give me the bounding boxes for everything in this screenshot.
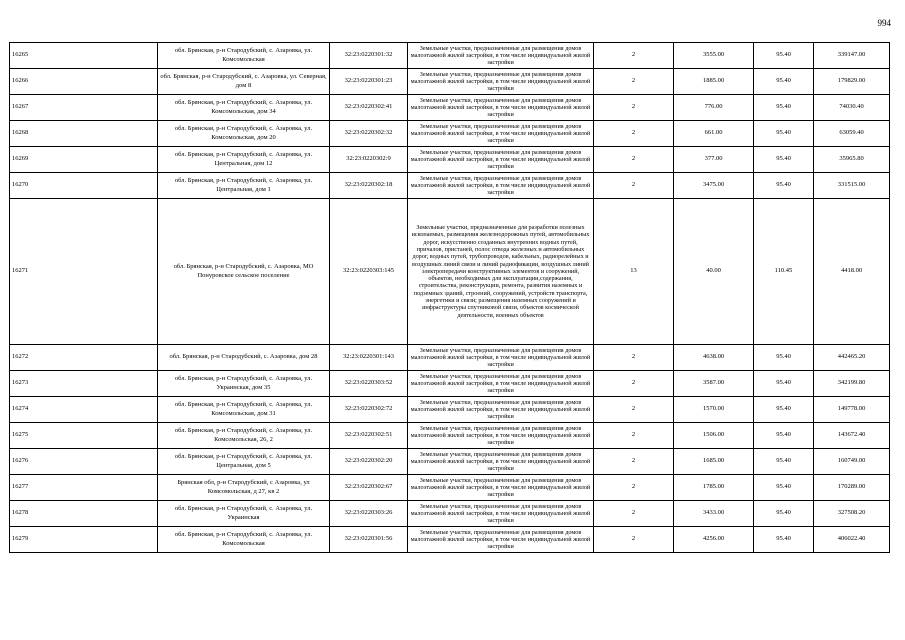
land-use-description-cell: Земельные участки, предназначенные для размещения домов малоэтажной жилой застройки, в том числе индивидуальной жилой застройки [408,43,594,69]
land-use-description-cell: Земельные участки, предназначенные для размещения домов малоэтажной жилой застройки, в том числе индивидуальной жилой застройки [408,173,594,199]
table-row [10,147,890,173]
category-cell: 2 [594,527,674,553]
category-cell: 2 [594,69,674,95]
area-cell: 3587.00 [674,371,754,397]
cadastral-number-cell: 32:23:0220302:20 [330,449,408,475]
address-cell: обл. Брянская, р-н Стародубский, с. Азаровка, ул. Украинская [158,501,330,527]
area-cell: 1785.00 [674,475,754,501]
cadastral-value-cell: 339147.00 [814,43,890,69]
category-cell: 2 [594,397,674,423]
rate-cell: 95.40 [754,501,814,527]
row-number-cell: 16279 [10,527,158,553]
row-number-cell: 16271 [10,199,158,345]
cadastral-value-cell: 170289.00 [814,475,890,501]
address-cell: обл. Брянская, р-н Стародубский, с. Азаровка, МО Понуровское сельское поселение [158,199,330,345]
cadastral-number-cell: 32:23:0220301:23 [330,69,408,95]
land-use-description-cell: Земельные участки, предназначенные для размещения домов малоэтажной жилой застройки, в том числе индивидуальной жилой застройки [408,475,594,501]
address-cell: обл. Брянская, р-н Стародубский, с. Азаровка, ул. Центральная, дом 1 [158,173,330,199]
table-row [10,345,890,371]
row-number-cell: 16277 [10,475,158,501]
row-number-cell: 16265 [10,43,158,69]
category-cell: 2 [594,345,674,371]
row-number-cell: 16268 [10,121,158,147]
area-cell: 3433.00 [674,501,754,527]
table-row [10,95,890,121]
cadastral-value-cell: 149778.00 [814,397,890,423]
table-row [10,69,890,95]
address-cell: обл. Брянская, р-н Стародубский, с. Азаровка, ул. Комсомольская, дом 34 [158,95,330,121]
cadastral-number-cell: 32:23:0220303:145 [330,199,408,345]
address-cell: обл. Брянская, р-н Стародубский, с. Азаровка, ул. Украинская, дом 35 [158,371,330,397]
rate-cell: 95.40 [754,423,814,449]
rate-cell: 95.40 [754,173,814,199]
address-cell: обл. Брянская, р-н Стародубский, с. Азаровка, ул. Комсомольская, дом 20 [158,121,330,147]
table-row [10,199,890,345]
area-cell: 661.00 [674,121,754,147]
cadastral-number-cell: 32:23:0220302:32 [330,121,408,147]
land-use-description-cell: Земельные участки, предназначенные для размещения домов малоэтажной жилой застройки, в том числе индивидуальной жилой застройки [408,501,594,527]
category-cell: 2 [594,43,674,69]
row-number-cell: 16275 [10,423,158,449]
category-cell: 2 [594,95,674,121]
land-use-description-cell: Земельные участки, предназначенные для размещения домов малоэтажной жилой застройки, в том числе индивидуальной жилой застройки [408,69,594,95]
rate-cell: 95.40 [754,147,814,173]
rate-cell: 95.40 [754,527,814,553]
land-use-description-cell: Земельные участки, предназначенные для размещения домов малоэтажной жилой застройки, в том числе индивидуальной жилой застройки [408,345,594,371]
cadastral-number-cell: 32:23:0220302:67 [330,475,408,501]
area-cell: 40.00 [674,199,754,345]
row-number-cell: 16266 [10,69,158,95]
table-row [10,423,890,449]
table-row [10,397,890,423]
land-registry-table [9,42,890,553]
land-use-description-cell: Земельные участки, предназначенные для размещения домов малоэтажной жилой застройки, в том числе индивидуальной жилой застройки [408,121,594,147]
table-row [10,173,890,199]
page-number: 994 [877,18,891,28]
category-cell: 2 [594,147,674,173]
rate-cell: 95.40 [754,449,814,475]
cadastral-value-cell: 406022.40 [814,527,890,553]
category-cell: 13 [594,199,674,345]
address-cell: обл. Брянская, р-н Стародубский, с. Азаровка, ул. Северная, дом 8 [158,69,330,95]
rate-cell: 95.40 [754,121,814,147]
cadastral-value-cell: 442465.20 [814,345,890,371]
row-number-cell: 16272 [10,345,158,371]
cadastral-value-cell: 327508.20 [814,501,890,527]
address-cell: обл. Брянская, р-н Стародубский, с. Азаровка, ул. Центральная, дом 5 [158,449,330,475]
land-use-description-cell: Земельные участки, предназначенные для размещения домов малоэтажной жилой застройки, в том числе индивидуальной жилой застройки [408,147,594,173]
table-row [10,371,890,397]
cadastral-number-cell: 32:23:0220301:32 [330,43,408,69]
area-cell: 1685.00 [674,449,754,475]
rate-cell: 95.40 [754,475,814,501]
cadastral-value-cell: 35965.80 [814,147,890,173]
category-cell: 2 [594,173,674,199]
cadastral-number-cell: 32:23:0220301:56 [330,527,408,553]
category-cell: 2 [594,501,674,527]
cadastral-number-cell: 32:23:0220302:41 [330,95,408,121]
address-cell: обл. Брянская, р-н Стародубский, с. Азаровка, ул. Комсомольская, дом 31 [158,397,330,423]
table-row [10,43,890,69]
land-use-description-cell: Земельные участки, предназначенные для размещения домов малоэтажной жилой застройки, в том числе индивидуальной жилой застройки [408,423,594,449]
rate-cell: 95.40 [754,69,814,95]
land-use-description-cell: Земельные участки, предназначенные для размещения домов малоэтажной жилой застройки, в том числе индивидуальной жилой застройки [408,371,594,397]
row-number-cell: 16276 [10,449,158,475]
table-row [10,475,890,501]
address-cell: обл. Брянская, р-н Стародубский, с. Азаровка, ул. Комсомольская [158,43,330,69]
rate-cell: 95.40 [754,95,814,121]
land-use-description-cell: Земельные участки, предназначенные для размещения домов малоэтажной жилой застройки, в том числе индивидуальной жилой застройки [408,527,594,553]
area-cell: 3555.00 [674,43,754,69]
cadastral-value-cell: 331515.00 [814,173,890,199]
area-cell: 776.00 [674,95,754,121]
table-row [10,449,890,475]
area-cell: 1885.00 [674,69,754,95]
land-use-description-cell: Земельные участки, предназначенные для разработки полезных ископаемых, размещения железнодорожных путей, автомобильных дорог, искусственно созданных внутренних водных путей, причалов, пристаней, полос отвода железных и автомобильных дорог, водных путей, трубопроводов, кабельных, радиорелейных и воздушных линий связи и линий радиофикации, воздушных линий электропередачи конструктивных элементов и сооружений, объектов, необходимых для эксплуатации,содержания, строительства, реконструкции, ремонта, развития наземных и подземных зданий, строений, сооружений, устройств транспорта, энергетики и связи; размещения наземных сооружений и инфраструктуры спутниковой связи, объектов космической деятельности, военных объектов [408,199,594,345]
cadastral-number-cell: 32:23:0220302:72 [330,397,408,423]
cadastral-number-cell: 32:23:0220302:18 [330,173,408,199]
land-use-description-cell: Земельные участки, предназначенные для размещения домов малоэтажной жилой застройки, в том числе индивидуальной жилой застройки [408,95,594,121]
cadastral-value-cell: 74030.40 [814,95,890,121]
land-use-description-cell: Земельные участки, предназначенные для размещения домов малоэтажной жилой застройки, в том числе индивидуальной жилой застройки [408,397,594,423]
cadastral-value-cell: 4418.00 [814,199,890,345]
table-row [10,501,890,527]
cadastral-value-cell: 342199.80 [814,371,890,397]
area-cell: 4638.00 [674,345,754,371]
address-cell: обл. Брянская, р-н Стародубский, с. Азаровка, ул. Комсомольская [158,527,330,553]
cadastral-number-cell: 32:23:0220302:9 [330,147,408,173]
category-cell: 2 [594,449,674,475]
rate-cell: 110.45 [754,199,814,345]
area-cell: 4256.00 [674,527,754,553]
cadastral-number-cell: 32:23:0220301:143 [330,345,408,371]
address-cell: Брянская обл, р-н Стародубский, с Азаровка, ул Комсомольская, д 27, кв 2 [158,475,330,501]
rate-cell: 95.40 [754,345,814,371]
category-cell: 2 [594,371,674,397]
cadastral-number-cell: 32:23:0220303:52 [330,371,408,397]
cadastral-number-cell: 32:23:0220303:26 [330,501,408,527]
address-cell: обл. Брянская, р-н Стародубский, с. Азаровка, дом 28 [158,345,330,371]
rate-cell: 95.40 [754,371,814,397]
rate-cell: 95.40 [754,397,814,423]
area-cell: 1506.00 [674,423,754,449]
category-cell: 2 [594,423,674,449]
cadastral-value-cell: 63059.40 [814,121,890,147]
area-cell: 377.00 [674,147,754,173]
category-cell: 2 [594,121,674,147]
land-use-description-cell: Земельные участки, предназначенные для размещения домов малоэтажной жилой застройки, в том числе индивидуальной жилой застройки [408,449,594,475]
row-number-cell: 16269 [10,147,158,173]
category-cell: 2 [594,475,674,501]
row-number-cell: 16273 [10,371,158,397]
area-cell: 3475.00 [674,173,754,199]
table-row [10,121,890,147]
cadastral-number-cell: 32:23:0220302:51 [330,423,408,449]
cadastral-value-cell: 143672.40 [814,423,890,449]
table-row [10,527,890,553]
address-cell: обл. Брянская, р-н Стародубский, с. Азаровка, ул. Комсомольская, 26, 2 [158,423,330,449]
cadastral-value-cell: 179829.00 [814,69,890,95]
area-cell: 1570.00 [674,397,754,423]
address-cell: обл. Брянская, р-н Стародубский, с. Азаровка, ул. Центральная, дом 12 [158,147,330,173]
row-number-cell: 16278 [10,501,158,527]
row-number-cell: 16274 [10,397,158,423]
row-number-cell: 16270 [10,173,158,199]
row-number-cell: 16267 [10,95,158,121]
rate-cell: 95.40 [754,43,814,69]
cadastral-value-cell: 160749.00 [814,449,890,475]
table-body [10,43,890,553]
